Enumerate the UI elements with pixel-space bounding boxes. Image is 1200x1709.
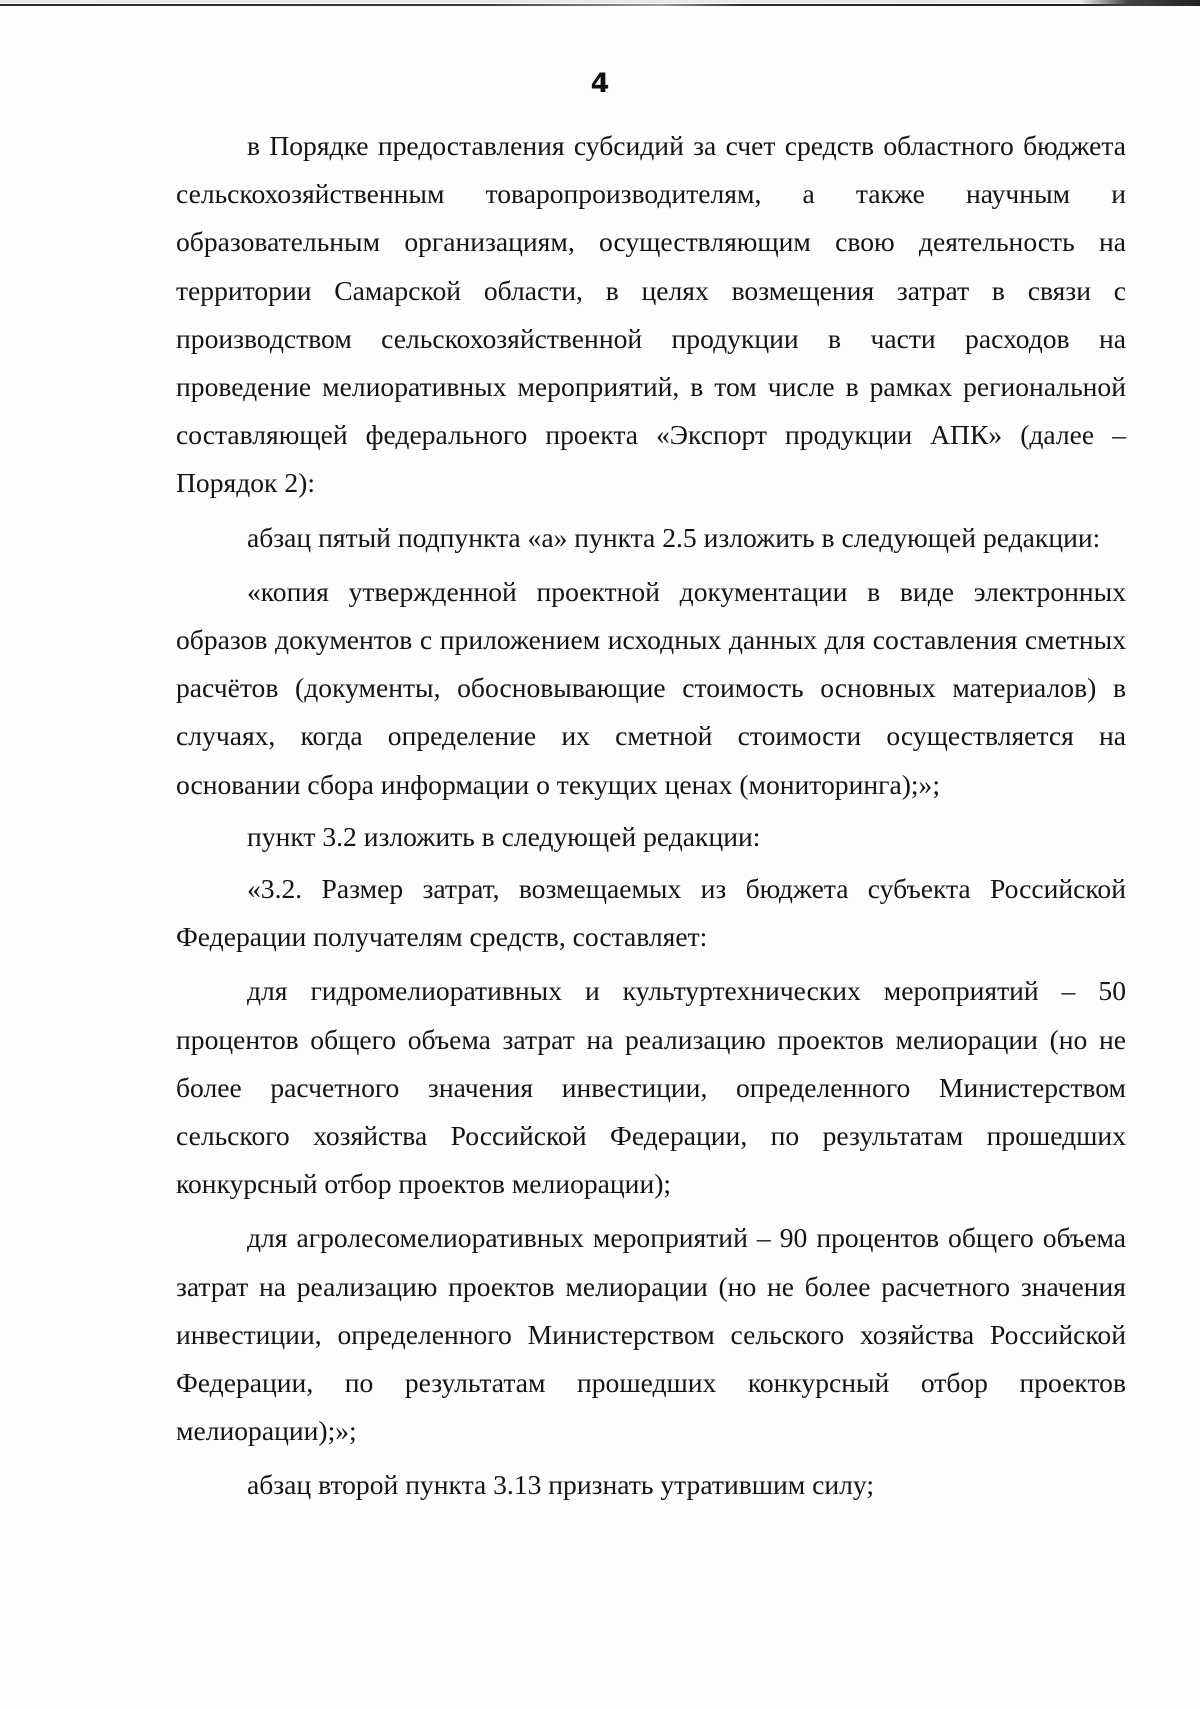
paragraph-quote-3-2: «3.2. Размер затрат, возмещаемых из бюджета субъекта Российской Федерации получателям средств, составляет: (176, 873, 1126, 953)
paragraph-intro: в Порядке предоставления субсидий за счет средств областного бюджета сельскохозяйственным товаропроизводителям, а также научным и образовательным организациям, осуществляющим свою деятельность на территории Самарской области, в целях возмещения затрат в связи с производством сельскохозяйственной продукции в части расходов на проведение мелиоративных мероприятий, в том числе в рамках региональной составляющей федерального проекта «Экспорт продукции АПК» (далее – Порядок 2): (176, 130, 1126, 499)
paragraph-agroforest: для агролесомелиоративных мероприятий – 90 процентов общего объема затрат на реализацию проектов мелиорации (но не более расчетного значения инвестиции, определенного Министерством сельского хозяйства Российской Федерации, по результатам прошедших конкурсный отбор проектов мелиорации);»; (176, 1222, 1126, 1447)
scan-top-line (0, 4, 1200, 6)
paragraph-amendment-3-2: пункт 3.2 изложить в следующей редакции: (247, 820, 761, 852)
paragraph-quote-copy: «копия утвержденной проектной документации в виде электронных образов документов с приложением исходных данных для составления сметных расчётов (документы, обосновывающие стоимость основных материалов) в случаях, когда определение их сметной стоимости осуществляется на основании сбора информации о текущих ценах (мониторинга);»; (176, 575, 1126, 800)
paragraph-amendment-2-5: абзац пятый подпункта «а» пункта 2.5 изложить в следующей редакции: (247, 521, 1101, 553)
scan-corner-shadow (1080, 0, 1200, 6)
paragraph-hydro: для гидромелиоративных и культуртехнических мероприятий – 50 процентов общего объема затрат на реализацию проектов мелиорации (но не более расчетного значения инвестиции, определенного Министерством сельского хозяйства Российской Федерации, по результатам прошедших конкурсный отбор проектов мелиорации); (176, 975, 1126, 1200)
page-number: 4 (590, 68, 610, 99)
document-body (176, 122, 1126, 1510)
paragraph-3-13: абзац второй пункта 3.13 признать утратившим силу; (247, 1469, 875, 1501)
scan-edge (0, 0, 1200, 3)
